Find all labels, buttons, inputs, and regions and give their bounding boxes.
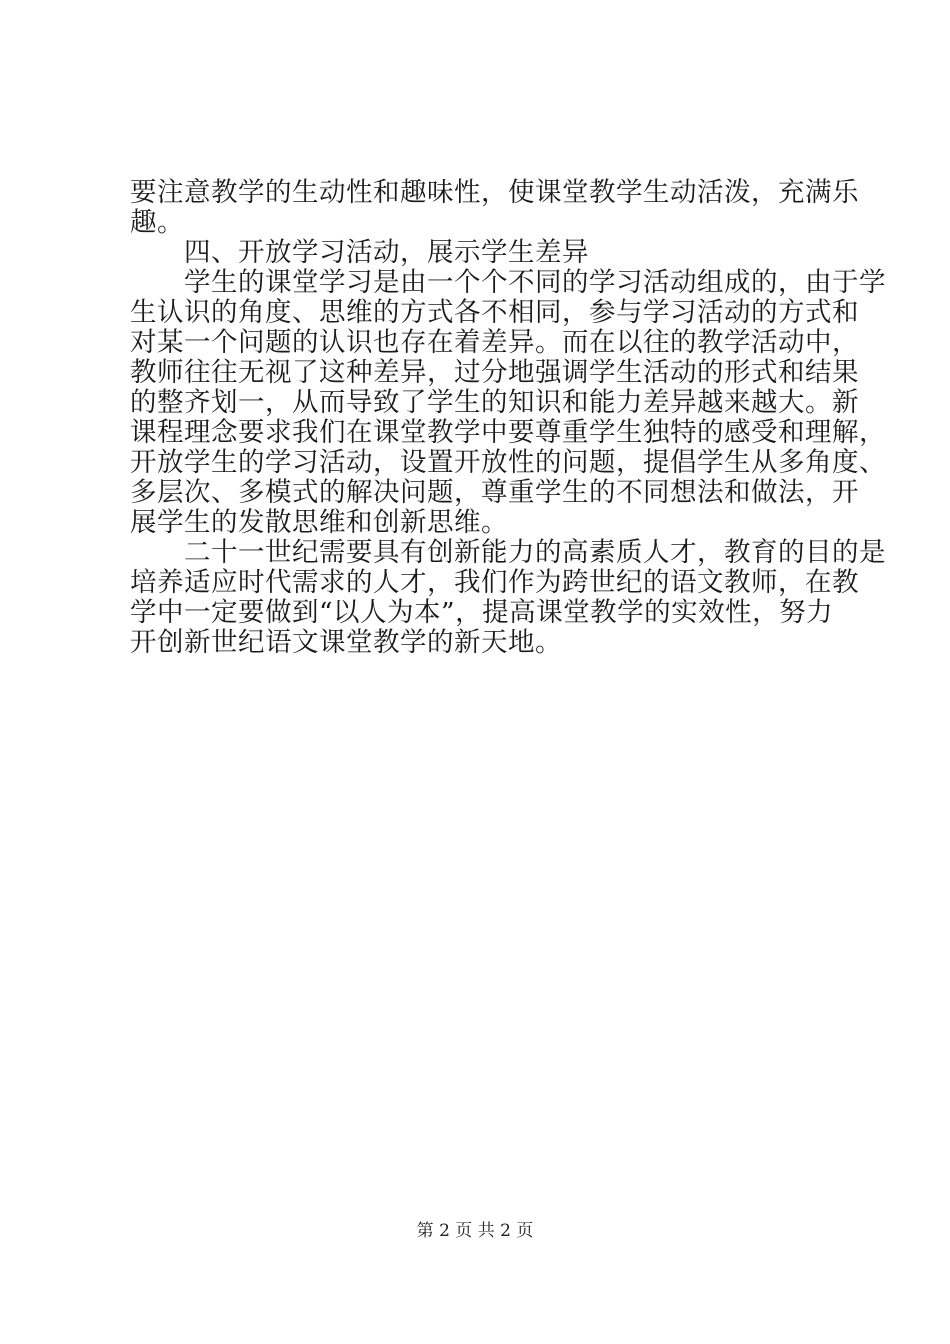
text-line: 趣。: [130, 207, 184, 238]
page-number: 第 2 页 共 2 页: [416, 1221, 534, 1241]
text-line: 多层次、多模式的解决问题，尊重学生的不同想法和做法，开: [130, 477, 859, 508]
text-line: 生认识的角度、思维的方式各不相同，参与学习活动的方式和: [130, 297, 859, 328]
text-line: 开放学生的学习活动，设置开放性的问题，提倡学生从多角度、: [130, 447, 886, 478]
text-line: 课程理念要求我们在课堂教学中要尊重学生独特的感受和理解，: [130, 417, 886, 448]
section-heading: 四、开放学习活动，展示学生差异: [130, 237, 589, 268]
text-line: 开创新世纪语文课堂教学的新天地。: [130, 627, 562, 658]
text-line: 二十一世纪需要具有创新能力的高素质人才，教育的目的是: [130, 537, 886, 568]
text-line: 学生的课堂学习是由一个个不同的学习活动组成的，由于学: [130, 267, 886, 298]
text-line: 展学生的发散思维和创新思维。: [130, 507, 508, 538]
text-line: 学中一定要做到“以人为本”，提高课堂教学的实效性，努力: [130, 597, 834, 628]
text-line: 培养适应时代需求的人才，我们作为跨世纪的语文教师，在教: [130, 567, 859, 598]
text-line: 的整齐划一，从而导致了学生的知识和能力差异越来越大。新: [130, 387, 859, 418]
text-line: 要注意教学的生动性和趣味性，使课堂教学生动活泼，充满乐: [130, 177, 859, 208]
text-line: 教师往往无视了这种差异，过分地强调学生活动的形式和结果: [130, 357, 859, 388]
text-line: 对某一个问题的认识也存在着差异。而在以往的教学活动中，: [130, 327, 859, 358]
